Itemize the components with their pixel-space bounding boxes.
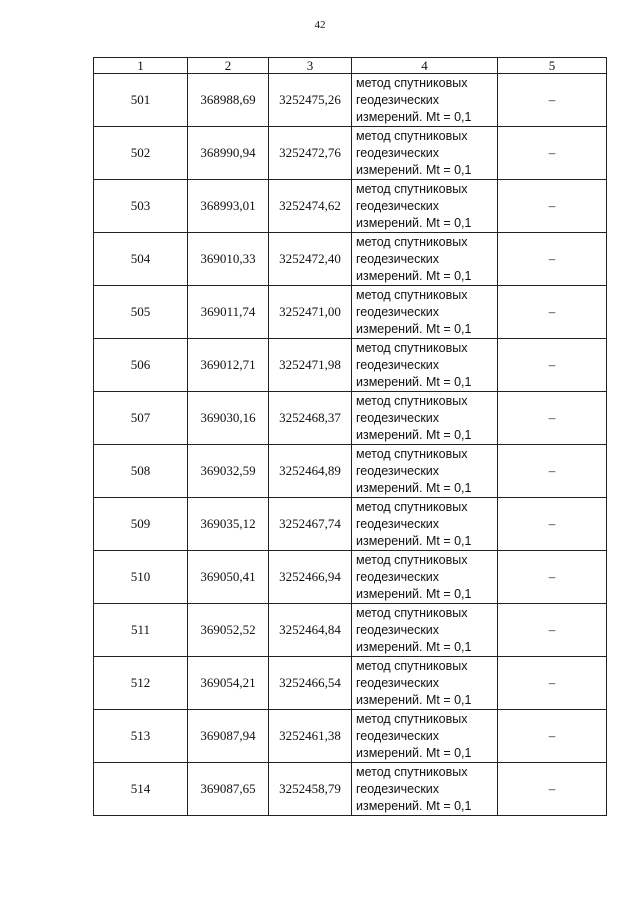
method-cell: метод спутниковых геодезических измерений. Mt = 0,1 (352, 180, 498, 233)
note-cell: – (498, 74, 607, 127)
point-number-cell: 509 (94, 498, 188, 551)
point-number-cell: 510 (94, 551, 188, 604)
point-number-cell: 512 (94, 657, 188, 710)
table-row (94, 445, 607, 498)
note-cell: – (498, 127, 607, 180)
note-cell: – (498, 286, 607, 339)
method-cell: метод спутниковых геодезических измерений. Mt = 0,1 (352, 445, 498, 498)
y-coordinate-cell: 3252472,40 (269, 233, 352, 286)
column-header-1: 1 (94, 58, 188, 74)
method-cell: метод спутниковых геодезических измерений. Mt = 0,1 (352, 657, 498, 710)
x-coordinate-cell: 369052,52 (188, 604, 269, 657)
note-cell: – (498, 339, 607, 392)
note-cell: – (498, 233, 607, 286)
x-coordinate-cell: 369035,12 (188, 498, 269, 551)
y-coordinate-cell: 3252471,98 (269, 339, 352, 392)
x-coordinate-cell: 369010,33 (188, 233, 269, 286)
table-row (94, 657, 607, 710)
note-cell: – (498, 498, 607, 551)
method-cell: метод спутниковых геодезических измерений. Mt = 0,1 (352, 339, 498, 392)
table-row (94, 498, 607, 551)
x-coordinate-cell: 368988,69 (188, 74, 269, 127)
column-header-5: 5 (498, 58, 607, 74)
table-row (94, 180, 607, 233)
x-coordinate-cell: 369030,16 (188, 392, 269, 445)
table-header-row (94, 58, 607, 74)
note-cell: – (498, 551, 607, 604)
y-coordinate-cell: 3252471,00 (269, 286, 352, 339)
table-row (94, 127, 607, 180)
note-cell: – (498, 180, 607, 233)
x-coordinate-cell: 369012,71 (188, 339, 269, 392)
point-number-cell: 502 (94, 127, 188, 180)
table-row (94, 286, 607, 339)
note-cell: – (498, 392, 607, 445)
y-coordinate-cell: 3252468,37 (269, 392, 352, 445)
column-header-4: 4 (352, 58, 498, 74)
table-row (94, 74, 607, 127)
note-cell: – (498, 710, 607, 763)
point-number-cell: 511 (94, 604, 188, 657)
table-row (94, 551, 607, 604)
coordinates-table (93, 57, 607, 816)
method-cell: метод спутниковых геодезических измерений. Mt = 0,1 (352, 127, 498, 180)
page-number: 42 (314, 19, 326, 31)
x-coordinate-cell: 369032,59 (188, 445, 269, 498)
table-row (94, 710, 607, 763)
x-coordinate-cell: 368990,94 (188, 127, 269, 180)
y-coordinate-cell: 3252464,89 (269, 445, 352, 498)
x-coordinate-cell: 369087,94 (188, 710, 269, 763)
y-coordinate-cell: 3252458,79 (269, 763, 352, 816)
x-coordinate-cell: 369050,41 (188, 551, 269, 604)
table-row (94, 763, 607, 816)
x-coordinate-cell: 369054,21 (188, 657, 269, 710)
y-coordinate-cell: 3252464,84 (269, 604, 352, 657)
y-coordinate-cell: 3252475,26 (269, 74, 352, 127)
point-number-cell: 503 (94, 180, 188, 233)
y-coordinate-cell: 3252474,62 (269, 180, 352, 233)
method-cell: метод спутниковых геодезических измерений. Mt = 0,1 (352, 551, 498, 604)
method-cell: метод спутниковых геодезических измерений. Mt = 0,1 (352, 233, 498, 286)
column-header-3: 3 (269, 58, 352, 74)
method-cell: метод спутниковых геодезических измерений. Mt = 0,1 (352, 604, 498, 657)
point-number-cell: 513 (94, 710, 188, 763)
point-number-cell: 514 (94, 763, 188, 816)
x-coordinate-cell: 369087,65 (188, 763, 269, 816)
table-row (94, 392, 607, 445)
table-row (94, 604, 607, 657)
method-cell: метод спутниковых геодезических измерений. Mt = 0,1 (352, 74, 498, 127)
column-header-2: 2 (188, 58, 269, 74)
method-cell: метод спутниковых геодезических измерений. Mt = 0,1 (352, 392, 498, 445)
method-cell: метод спутниковых геодезических измерений. Mt = 0,1 (352, 286, 498, 339)
y-coordinate-cell: 3252466,54 (269, 657, 352, 710)
note-cell: – (498, 604, 607, 657)
method-cell: метод спутниковых геодезических измерений. Mt = 0,1 (352, 498, 498, 551)
method-cell: метод спутниковых геодезических измерений. Mt = 0,1 (352, 763, 498, 816)
point-number-cell: 507 (94, 392, 188, 445)
table-body (94, 74, 607, 816)
note-cell: – (498, 445, 607, 498)
note-cell: – (498, 763, 607, 816)
method-cell: метод спутниковых геодезических измерений. Mt = 0,1 (352, 710, 498, 763)
y-coordinate-cell: 3252467,74 (269, 498, 352, 551)
y-coordinate-cell: 3252472,76 (269, 127, 352, 180)
table-row (94, 233, 607, 286)
x-coordinate-cell: 369011,74 (188, 286, 269, 339)
point-number-cell: 504 (94, 233, 188, 286)
y-coordinate-cell: 3252461,38 (269, 710, 352, 763)
x-coordinate-cell: 368993,01 (188, 180, 269, 233)
table-row (94, 339, 607, 392)
note-cell: – (498, 657, 607, 710)
point-number-cell: 505 (94, 286, 188, 339)
point-number-cell: 501 (94, 74, 188, 127)
y-coordinate-cell: 3252466,94 (269, 551, 352, 604)
point-number-cell: 506 (94, 339, 188, 392)
point-number-cell: 508 (94, 445, 188, 498)
